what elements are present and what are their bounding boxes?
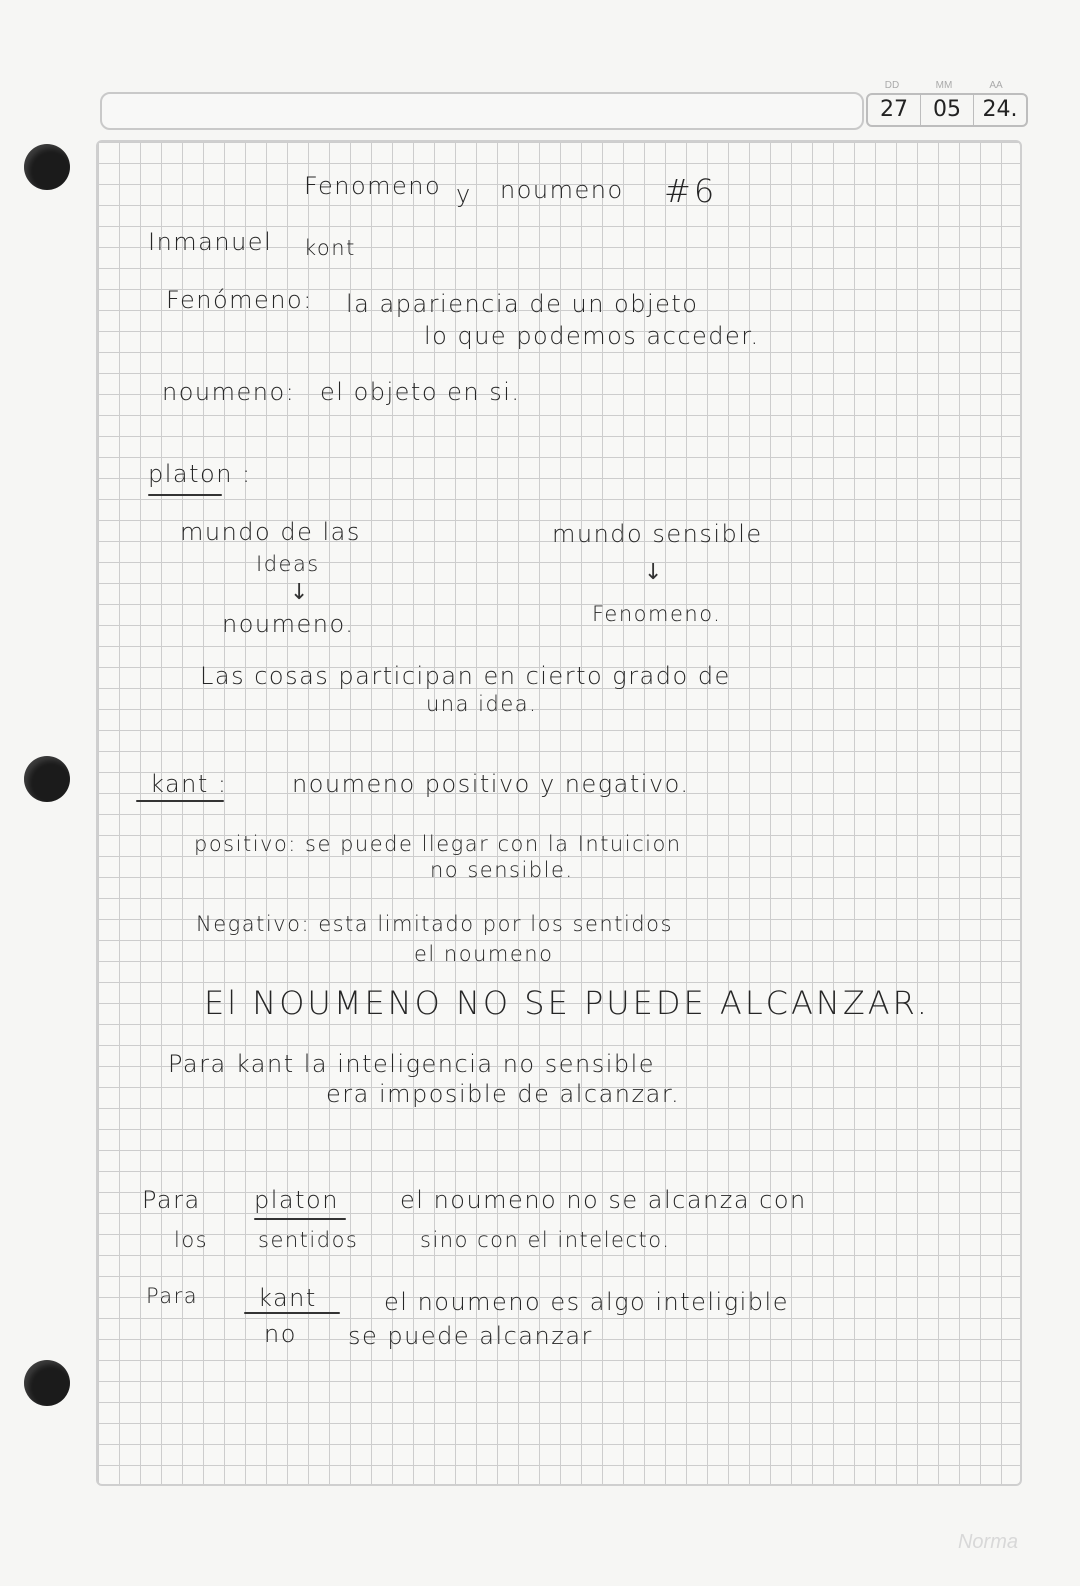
date-boxes [866,93,1028,127]
binder-hole-middle [24,756,70,802]
para-kant2-name: kant [258,1284,317,1312]
header-title-bar [100,92,864,130]
mundo-ideas-line2: Ideas [256,552,320,576]
kant-text: noumeno positivo y negativo. [292,770,690,798]
negativo-line1: Negativo: esta limitado por los sentidos [196,912,673,936]
para-kant2-no: no [264,1320,297,1348]
title-number: #6 [664,172,718,210]
para-platon-sentidos: sentidos [258,1228,359,1252]
date-month: 05 [921,95,974,125]
title-fenomeno: Fenomeno [304,172,442,200]
date-label-month: MM [935,80,953,91]
date-field [866,80,1028,127]
para-platon-los: los [174,1228,209,1252]
date-label-year: AA [989,80,1003,91]
platon-underline [148,494,222,496]
cosas-line2: una idea. [426,692,538,716]
para-kant2-underline [244,1312,340,1314]
fenomeno-label: Fenómeno: [166,286,313,314]
para-kant2-rest: el noumeno es algo inteligible [384,1288,789,1316]
mundo-sensible: mundo sensible [552,520,763,548]
title-y: y [456,180,472,208]
para-kant2-word: Para [146,1284,199,1308]
positivo-line2: no sensible. [430,858,574,882]
binder-hole-top [24,144,70,190]
date-day: 27 [868,95,921,125]
noumeno-text: el objeto en si. [320,378,521,406]
para-platon-underline [254,1218,346,1220]
mundo-ideas-line1: mundo de las [180,518,361,546]
arrow-down-icon: ↓ [644,560,663,585]
para-kant-line1: Para kant la inteligencia no sensible [168,1050,656,1078]
date-year: 24. [982,97,1018,122]
date-labels [866,80,1028,91]
brand-logo: Norma [957,1531,1018,1553]
para-platon-word: Para [142,1186,201,1214]
mundo-sensible-result: Fenomeno. [592,602,722,626]
fenomeno-line2: lo que podemos acceder. [424,322,760,350]
cosas-line1: Las cosas participan en cierto grado de [200,662,731,690]
platon-heading: platon : [148,460,252,488]
title-noumeno: noumeno [500,176,624,204]
author-first: Inmanuel [148,228,273,256]
author-last: kont [304,236,356,260]
mundo-ideas-result: noumeno. [222,610,355,638]
fenomeno-line1: la apariencia de un objeto [346,290,699,318]
negativo-line2: el noumeno [414,942,554,966]
para-platon-line2: sino con el intelecto. [420,1228,671,1252]
para-platon-rest: el noumeno no se alcanza con [400,1186,807,1214]
para-platon-name: platon [254,1186,339,1214]
para-kant-line2: era imposible de alcanzar. [326,1080,681,1108]
kant-underline [136,800,224,802]
arrow-down-icon: ↓ [290,580,309,605]
binder-hole-bottom [24,1360,70,1406]
noumeno-label: noumeno: [162,378,296,406]
caps-statement: El NOUMENO NO SE PUEDE ALCANZAR. [204,984,930,1022]
para-kant2-line2: se puede alcanzar [348,1322,593,1350]
date-label-day: DD [884,80,900,91]
positivo-line1: positivo: se puede llegar con la Intuicion [194,832,682,856]
kant-heading: kant : [150,770,228,798]
